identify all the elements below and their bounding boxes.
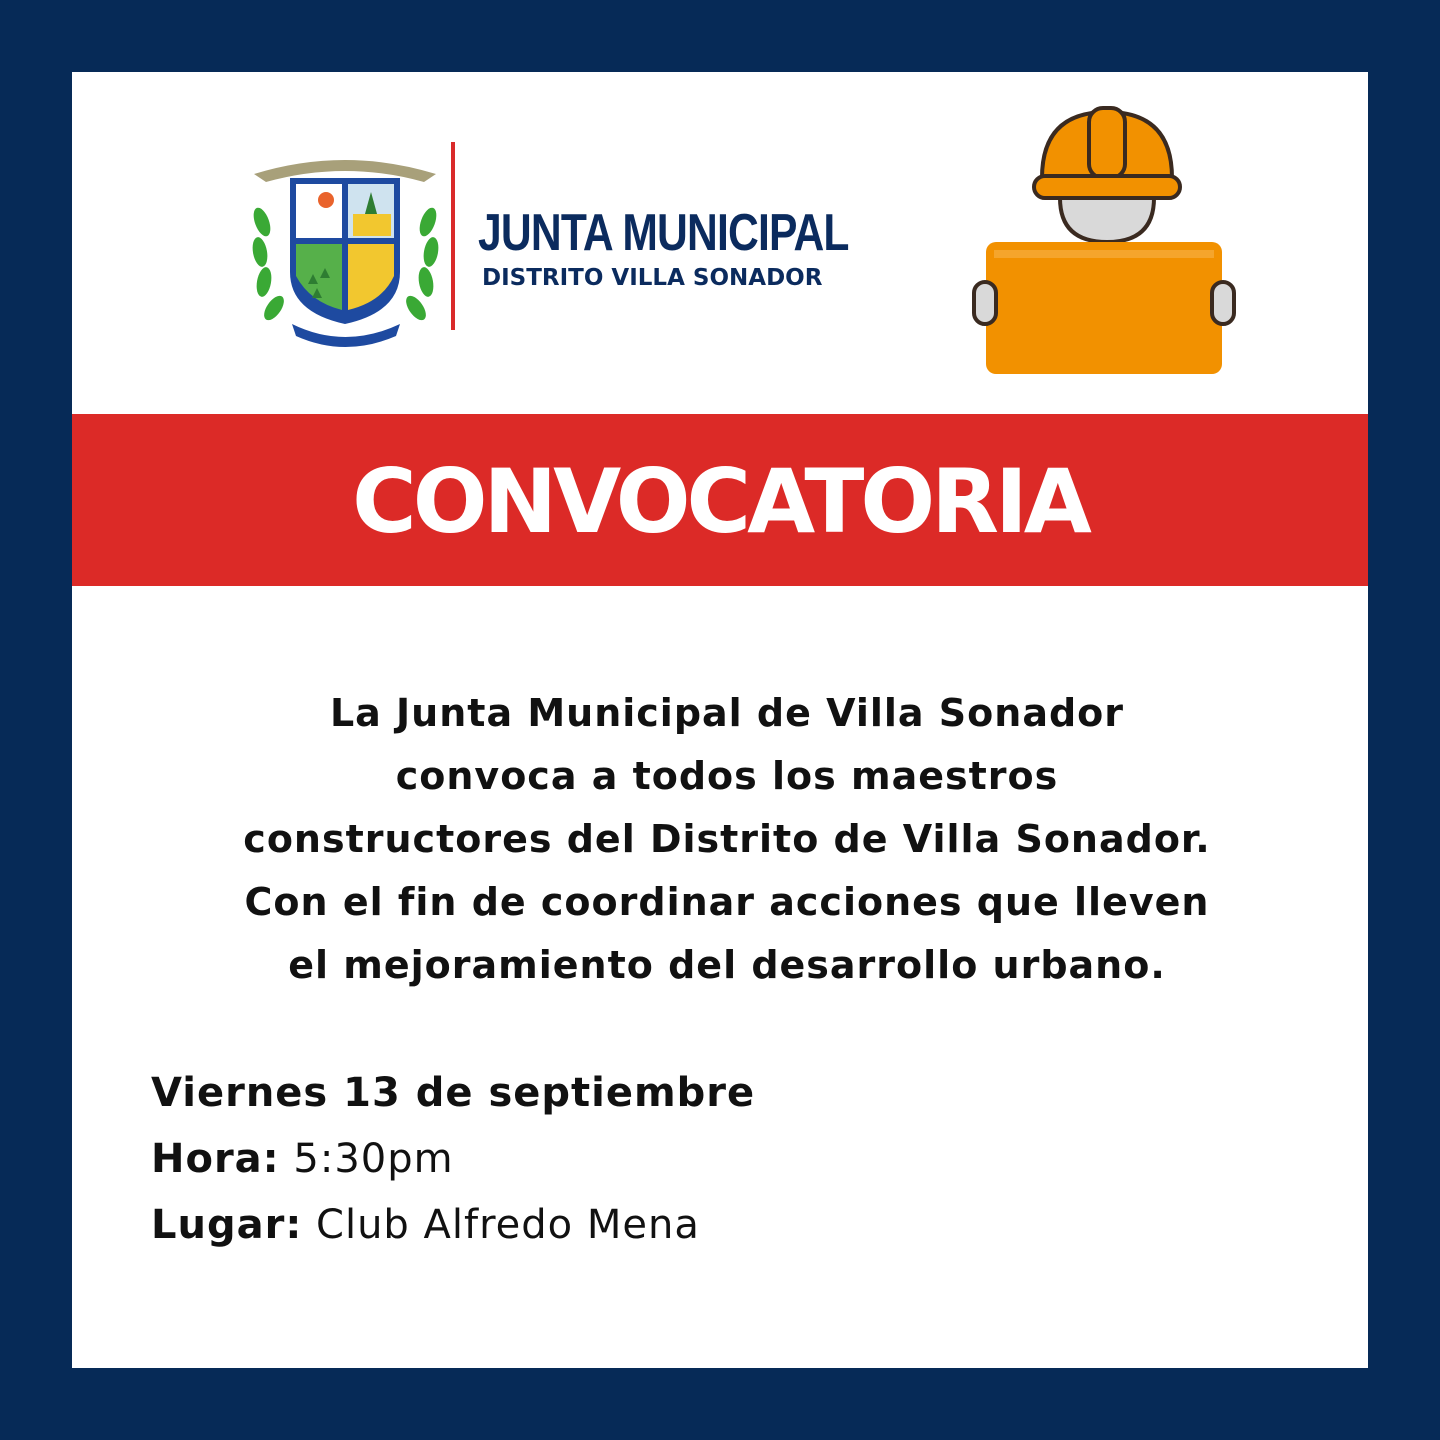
time-value: 5:30pm [279, 1136, 454, 1182]
message-line: convoca a todos los maestros [395, 754, 1059, 798]
worker-helmet-blueprint-icon [972, 102, 1242, 382]
org-subtitle: DISTRITO VILLA SONADOR [482, 265, 823, 291]
title-banner [72, 414, 1368, 586]
event-details [151, 1060, 755, 1258]
message-line: La Junta Municipal de Villa Sonador [329, 691, 1125, 735]
crest-icon [250, 152, 440, 352]
message-line: el mejoramiento del desarrollo urbano. [288, 943, 1166, 987]
place-label: Lugar: [151, 1202, 303, 1248]
construction-worker-icon [972, 102, 1242, 382]
header-divider [451, 142, 455, 330]
banner-title: CONVOCATORIA [352, 450, 1088, 553]
municipal-crest-logo [250, 152, 440, 352]
event-date: Viernes 13 de septiembre [151, 1070, 756, 1116]
flyer-card [72, 72, 1368, 1368]
event-place-row [151, 1192, 755, 1258]
message-line: Con el fin de coordinar acciones que lleven [244, 880, 1210, 924]
org-name: JUNTA MUNICIPAL [478, 204, 849, 262]
place-value: Club Alfredo Mena [302, 1202, 700, 1248]
event-date-row [151, 1060, 755, 1126]
time-label: Hora: [151, 1136, 280, 1182]
message-line: constructores del Distrito de Villa Sonador. [243, 817, 1211, 861]
announcement-message [112, 682, 1342, 997]
event-time-row [151, 1126, 755, 1192]
